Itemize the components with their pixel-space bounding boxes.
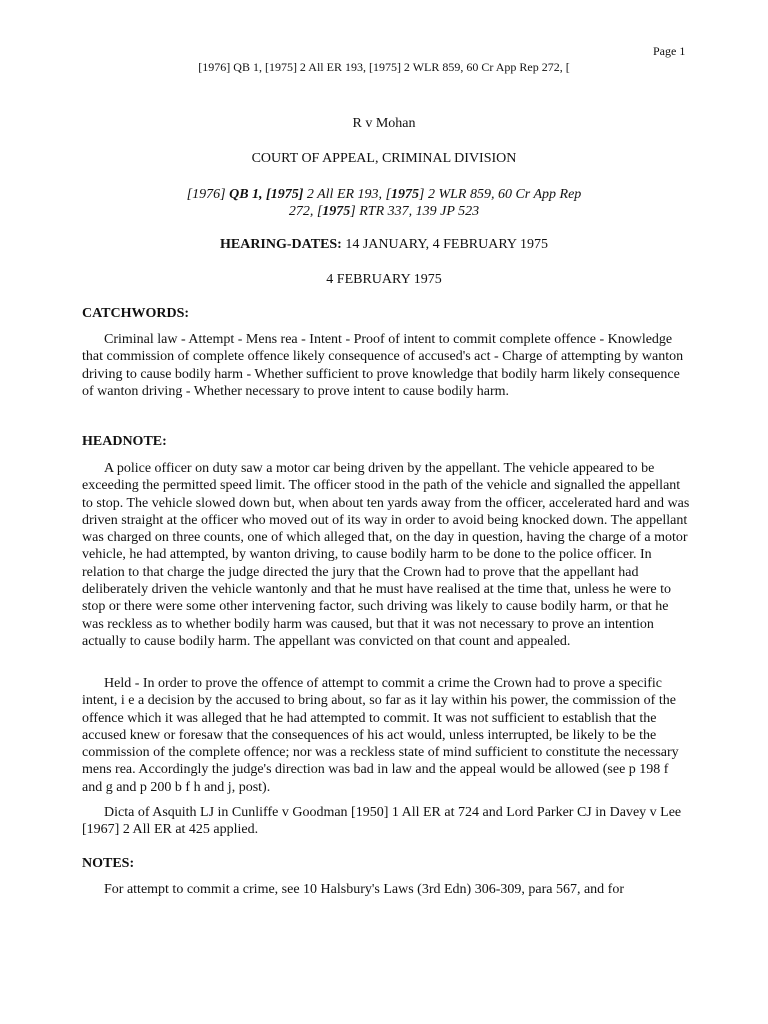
catchwords-heading: CATCHWORDS: (82, 306, 190, 321)
citation-line-1: [1976] QB 1, [1975] 2 All ER 193, [1975] 2 WLR 859, 60 Cr App Rep (186, 187, 582, 202)
case-citations (0, 186, 768, 220)
notes-heading: NOTES: (82, 856, 135, 871)
citation-line-2: 272, [1975] RTR 337, 139 JP 523 (288, 204, 480, 219)
decision-date: 4 FEBRUARY 1975 (326, 272, 442, 287)
headnote-paragraph-1: A police officer on duty saw a motor car being driven by the appellant. The vehicle appeared to be exceeding the permitted speed limit. The officer stood in the path of the vehicle and signalled the appellant to stop. The vehicle slowed down but, when about ten yards away from the officer, accelerated hard and was driven straight at the officer who moved out of its way in order to avoid being knocked down. The appellant was charged on three counts, one of which alleged that, on the day in question, having the charge of a motor vehicle, he had attempted, by wanton driving, to cause bodily harm to be done to the police officer. In relation to that charge the judge directed the jury that the Crown had to prove that the appellant had deliberately driven the vehicle wantonly and that he must have realised at the time that, unless he were to stop or there were some other intervening factor, such driving was likely to cause bodily harm, or that he was reckless as to whether bodily harm was caused, but that it was not necessary to prove an intention actually to cause bodily harm. The appellant was convicted on that count and appealed. (82, 461, 690, 649)
notes-text: For attempt to commit a crime, see 10 Halsbury's Laws (3rd Edn) 306-309, para 567, and for (104, 882, 625, 897)
catchwords-text: Criminal law - Attempt - Mens rea - Intent - Proof of intent to commit complete offence - Knowledge that commission of complete offence likely consequence of accused's act - Charge of attempting by wanton driving to cause bodily harm - Whether sufficient to prove knowledge that bodily harm likely consequence of wanton driving - Whether necessary to prove intent to cause bodily harm. (82, 332, 684, 399)
hearing-dates (0, 237, 768, 253)
page-number: Page 1 (653, 44, 686, 58)
hearing-dates-value: 14 JANUARY, 4 FEBRUARY 1975 (345, 237, 549, 252)
citation-header: [1976] QB 1, [1975] 2 All ER 193, [1975] 2 WLR 859, 60 Cr App Rep 272, [ (198, 60, 570, 74)
court-name: COURT OF APPEAL, CRIMINAL DIVISION (251, 151, 517, 166)
headnote-paragraph-2: Held - In order to prove the offence of attempt to commit a crime the Crown had to prove a specific intent, i e a decision by the accused to bring about, so far as it lay within his power, the commission of the offence which it was alleged that he had attempted to commit. It was not sufficient to establish that the accused knew or foresaw that the consequences of his act would, unless interrupted, be likely to be the commission of the complete offence; nor was a reckless state of mind sufficient to constitute the necessary mens rea. Accordingly the judge's direction was bad in law and the appeal would be allowed (see p 198 f and g and p 200 b f h and j, post). (82, 676, 679, 795)
hearing-label: HEARING-DATES: (219, 237, 342, 252)
case-title: R v Mohan (352, 116, 416, 131)
headnote-paragraph-3: Dicta of Asquith LJ in Cunliffe v Goodman [1950] 1 All ER at 724 and Lord Parker CJ in Davey v Lee [1967] 2 All ER at 425 applied. (82, 805, 682, 838)
headnote-heading: HEADNOTE: (82, 434, 167, 449)
